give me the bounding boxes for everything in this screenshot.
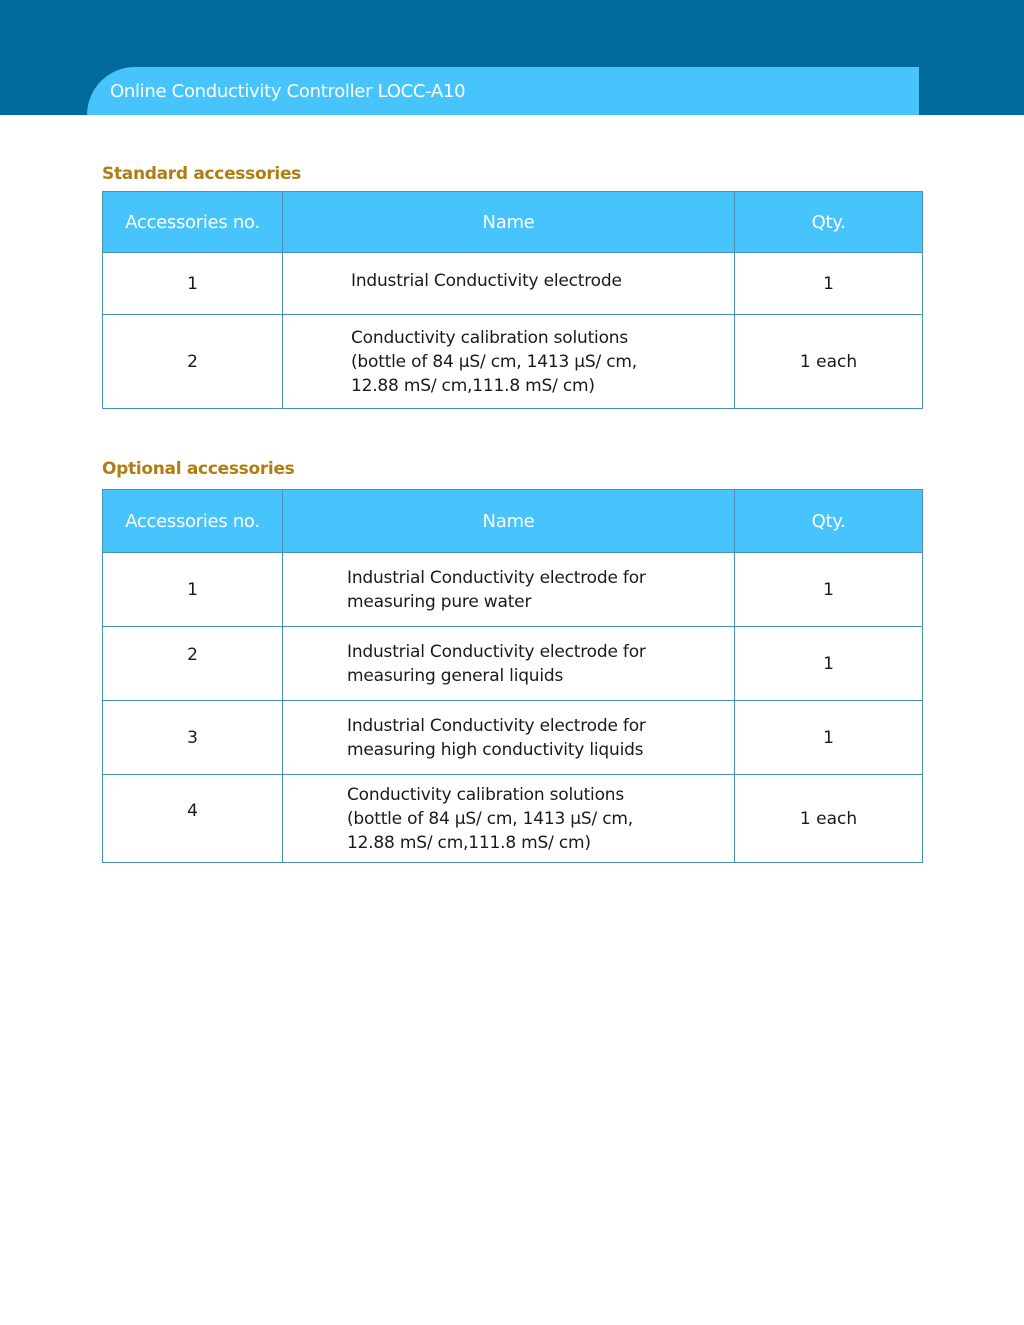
accessory-name [283,253,735,315]
accessory-name [283,775,735,863]
accessory-name-line: (bottle of 84 µS/ cm, 1413 µS/ cm, [351,351,637,372]
table-row [103,627,923,701]
accessory-name [283,315,735,409]
table-header-row [103,192,923,253]
header-tab [87,67,919,115]
column-header-no: Accessories no. [103,192,283,253]
accessory-name-line: Industrial Conductivity electrode [351,271,622,291]
accessory-name [283,553,735,627]
table-row [103,253,923,315]
accessory-name-line: (bottle of 84 µS/ cm, 1413 µS/ cm, [347,808,633,829]
standard-accessories-table [102,191,923,409]
accessory-name-line: Industrial Conductivity electrode for [347,715,646,736]
accessory-no: 1 [103,553,283,627]
accessory-name-line: 12.88 mS/ cm,111.8 mS/ cm) [347,832,591,853]
accessory-no: 2 [103,627,283,701]
column-header-qty: Qty. [735,490,923,553]
accessory-name-line: measuring high conductivity liquids [347,739,644,760]
accessory-name [283,701,735,775]
accessory-name-line: measuring general liquids [347,665,564,686]
table-row [103,701,923,775]
accessory-no: 1 [103,253,283,315]
accessory-qty: 1 each [735,775,923,863]
accessory-name-line: 12.88 mS/ cm,111.8 mS/ cm) [351,375,595,396]
accessory-name-line: Industrial Conductivity electrode for [347,641,646,662]
accessory-name-line: Industrial Conductivity electrode for [347,567,646,588]
optional-accessories-table [102,489,923,863]
accessory-name-line: measuring pure water [347,591,532,612]
accessory-qty: 1 [735,553,923,627]
table-row [103,315,923,409]
accessory-qty: 1 [735,627,923,701]
column-header-name: Name [283,490,735,553]
accessory-qty: 1 each [735,315,923,409]
accessory-no: 3 [103,701,283,775]
accessory-qty: 1 [735,253,923,315]
accessory-name-line: Conductivity calibration solutions [347,784,625,805]
accessory-name [283,627,735,701]
table-row [103,553,923,627]
accessory-name-line: Conductivity calibration solutions [351,327,629,348]
document-title: Online Conductivity Controller LOCC-A10 [110,80,466,102]
accessory-no: 4 [103,775,283,863]
column-header-no: Accessories no. [103,490,283,553]
optional-accessories-heading: Optional accessories [102,459,295,479]
column-header-qty: Qty. [735,192,923,253]
column-header-name: Name [283,192,735,253]
table-header-row [103,490,923,553]
standard-accessories-heading: Standard accessories [102,164,301,184]
accessory-qty: 1 [735,701,923,775]
accessory-no: 2 [103,315,283,409]
table-row [103,775,923,863]
